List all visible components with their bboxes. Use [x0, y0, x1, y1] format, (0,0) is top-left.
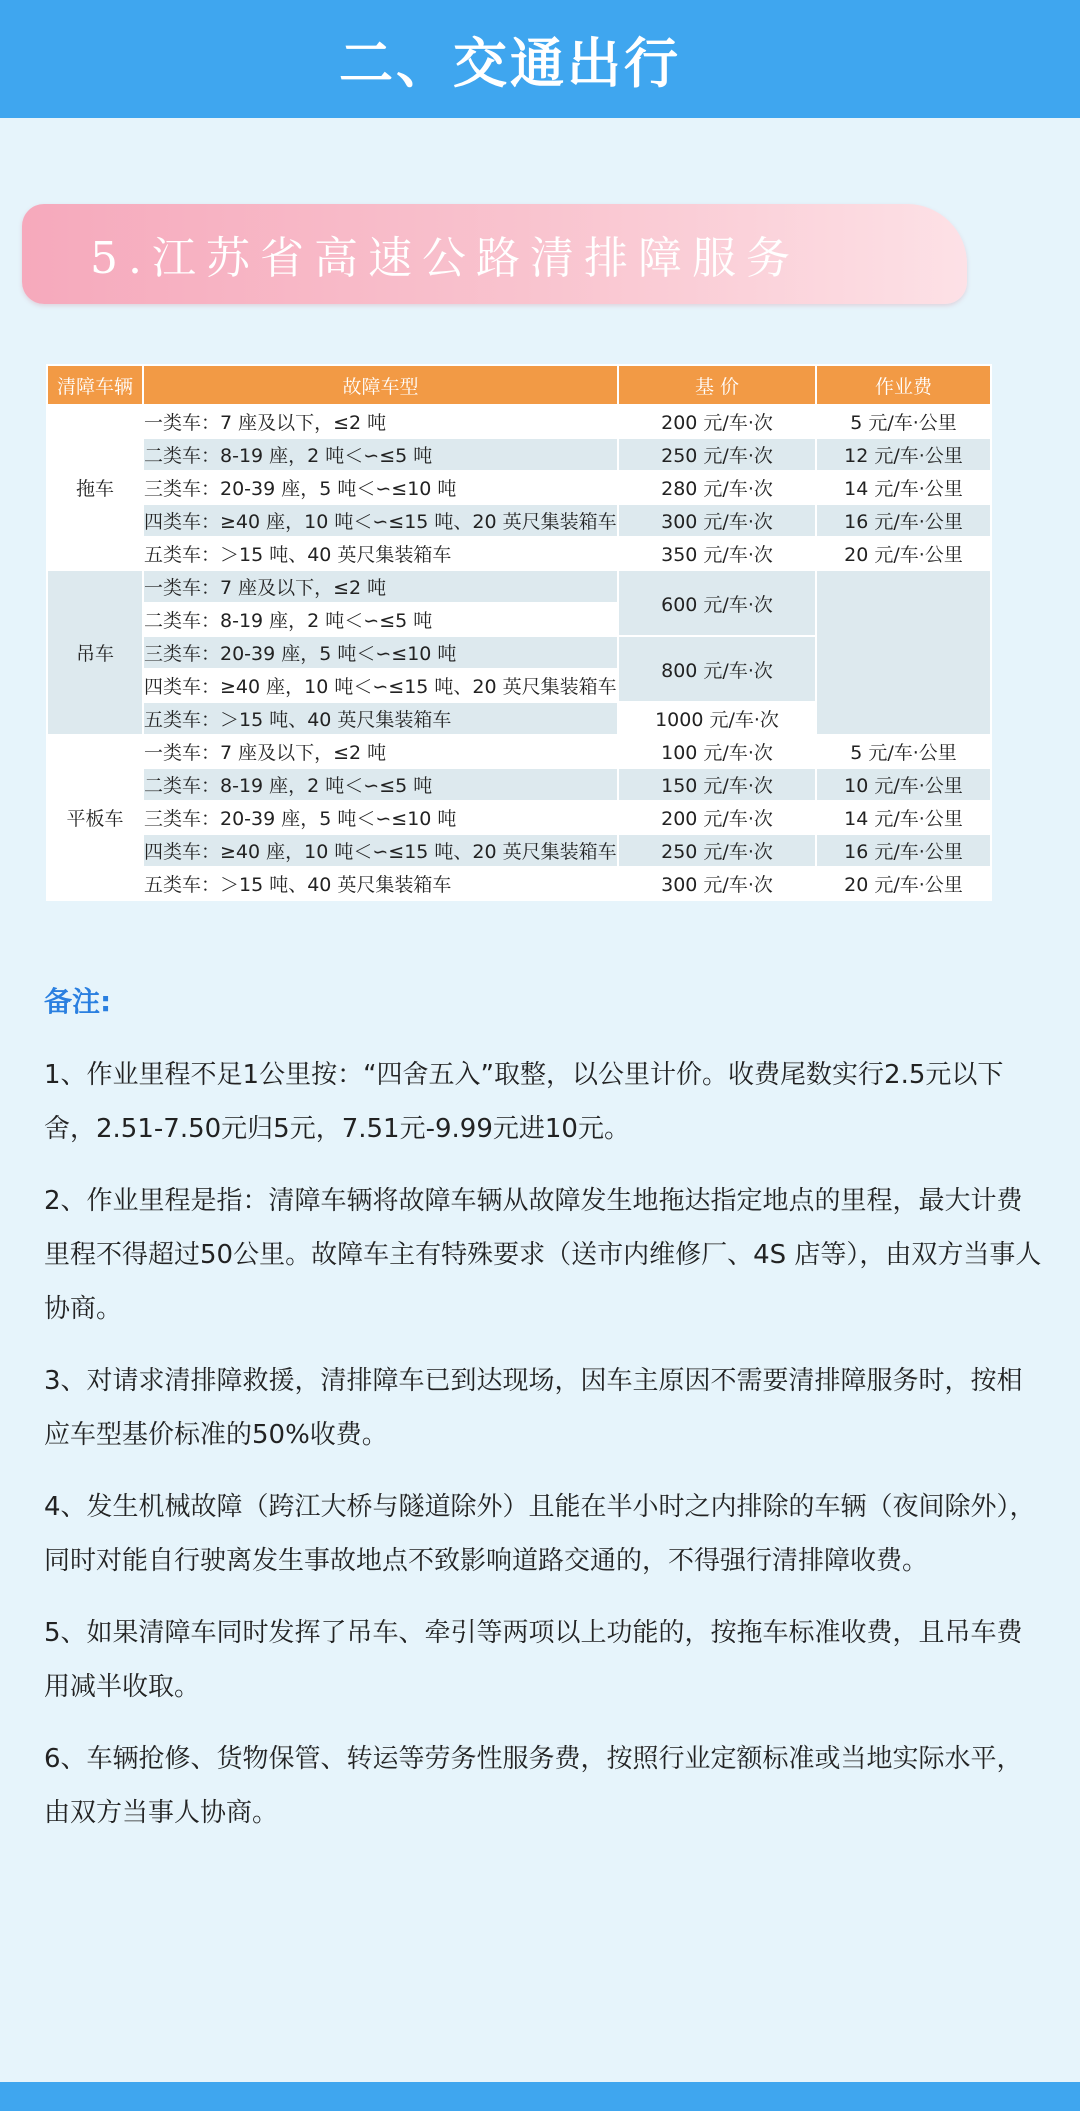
price-cell: 250 元/车·次 [618, 834, 816, 867]
note-item: 6、车辆抢修、货物保管、转运等劳务性服务费，按照行业定额标准或当地实际水平，由双方当事人协商。 [44, 1744, 1023, 1828]
fault-type-cell: 四类车：≥40 座，10 吨＜∽≤15 吨、20 英尺集装箱车 [143, 504, 618, 537]
notes-section [44, 980, 1044, 1858]
table-row [47, 471, 991, 504]
page-title: 二、交通出行 [339, 31, 681, 95]
fault-type-cell: 一类车：7 座及以下，≤2 吨 [143, 570, 618, 603]
fee-cell-empty [816, 570, 991, 735]
note-item: 4、发生机械故障（跨江大桥与隧道除外）且能在半小时之内排除的车辆（夜间除外），同时对能自行驶离发生事故地点不致影响道路交通的，不得强行清排障收费。 [44, 1492, 1036, 1576]
header-base-price: 基 价 [618, 365, 816, 405]
table-row [47, 570, 991, 603]
table-row [47, 834, 991, 867]
fault-type-cell: 三类车：20-39 座，5 吨＜∽≤10 吨 [143, 636, 618, 669]
table-row [47, 768, 991, 801]
header-vehicle: 清障车辆 [47, 365, 143, 405]
fee-cell: 5 元/车·公里 [816, 735, 991, 768]
fault-type-cell: 一类车：7 座及以下，≤2 吨 [143, 735, 618, 768]
price-cell: 800 元/车·次 [618, 636, 816, 702]
fee-table [46, 364, 992, 901]
price-cell: 280 元/车·次 [618, 471, 816, 504]
note-item: 3、对请求清排障救援，清排障车已到达现场，因车主原因不需要清排障服务时，按相应车型基价标准的50%收费。 [44, 1366, 1023, 1450]
fee-cell: 14 元/车·公里 [816, 801, 991, 834]
vehicle-flatbed: 平板车 [47, 735, 143, 900]
table-row [47, 405, 991, 438]
fault-type-cell: 五类车：＞15 吨、40 英尺集装箱车 [143, 537, 618, 570]
vehicle-tow-truck: 拖车 [47, 405, 143, 570]
fee-cell: 20 元/车·公里 [816, 537, 991, 570]
fee-cell: 20 元/车·公里 [816, 867, 991, 900]
price-cell: 200 元/车·次 [618, 801, 816, 834]
fault-type-cell: 二类车：8-19 座，2 吨＜∽≤5 吨 [143, 438, 618, 471]
table-row [47, 537, 991, 570]
price-cell: 300 元/车·次 [618, 504, 816, 537]
fee-cell: 16 元/车·公里 [816, 504, 991, 537]
fault-type-cell: 四类车：≥40 座，10 吨＜∽≤15 吨、20 英尺集装箱车 [143, 669, 618, 702]
fee-cell: 16 元/车·公里 [816, 834, 991, 867]
header-bar [0, 0, 1080, 118]
vehicle-crane: 吊车 [47, 570, 143, 735]
fault-type-cell: 三类车：20-39 座，5 吨＜∽≤10 吨 [143, 801, 618, 834]
price-cell: 250 元/车·次 [618, 438, 816, 471]
fault-type-cell: 四类车：≥40 座，10 吨＜∽≤15 吨、20 英尺集装箱车 [143, 834, 618, 867]
price-cell: 200 元/车·次 [618, 405, 816, 438]
fault-type-cell: 五类车：＞15 吨、40 英尺集装箱车 [143, 702, 618, 735]
fault-type-cell: 三类车：20-39 座，5 吨＜∽≤10 吨 [143, 471, 618, 504]
price-cell: 150 元/车·次 [618, 768, 816, 801]
fault-type-cell: 五类车：＞15 吨、40 英尺集装箱车 [143, 867, 618, 900]
table-row [47, 801, 991, 834]
table-row [47, 438, 991, 471]
note-item: 2、作业里程是指：清障车辆将故障车辆从故障发生地拖达指定地点的里程，最大计费里程不得超过50公里。故障车主有特殊要求（送市内维修厂、4S 店等），由双方当事人协商。 [44, 1186, 1042, 1324]
fault-type-cell: 二类车：8-19 座，2 吨＜∽≤5 吨 [143, 603, 618, 636]
fee-cell: 12 元/车·公里 [816, 438, 991, 471]
table-row [47, 504, 991, 537]
price-cell: 350 元/车·次 [618, 537, 816, 570]
table-header-row [47, 365, 991, 405]
notes-title: 备注: [44, 985, 112, 1018]
price-cell: 100 元/车·次 [618, 735, 816, 768]
note-item: 5、如果清障车同时发挥了吊车、牵引等两项以上功能的，按拖车标准收费，且吊车费用减半收取。 [44, 1618, 1023, 1702]
note-item: 1、作业里程不足1公里按：“四舍五入”取整，以公里计价。收费尾数实行2.5元以下舍，2.51-7.50元归5元，7.51元-9.99元进10元。 [44, 1060, 1004, 1144]
footer-bar [0, 2082, 1080, 2111]
fee-cell: 10 元/车·公里 [816, 768, 991, 801]
table-row [47, 735, 991, 768]
price-cell: 600 元/车·次 [618, 570, 816, 636]
fault-type-cell: 一类车：7 座及以下，≤2 吨 [143, 405, 618, 438]
section-title: 5.江苏省高速公路清排障服务 [90, 233, 800, 284]
price-cell: 300 元/车·次 [618, 867, 816, 900]
table-row [47, 867, 991, 900]
fault-type-cell: 二类车：8-19 座，2 吨＜∽≤5 吨 [143, 768, 618, 801]
section-banner [22, 204, 967, 304]
price-cell: 1000 元/车·次 [618, 702, 816, 735]
header-fault-type: 故障车型 [143, 365, 618, 405]
header-operation-fee: 作业费 [816, 365, 991, 405]
fee-cell: 14 元/车·公里 [816, 471, 991, 504]
fee-cell: 5 元/车·公里 [816, 405, 991, 438]
